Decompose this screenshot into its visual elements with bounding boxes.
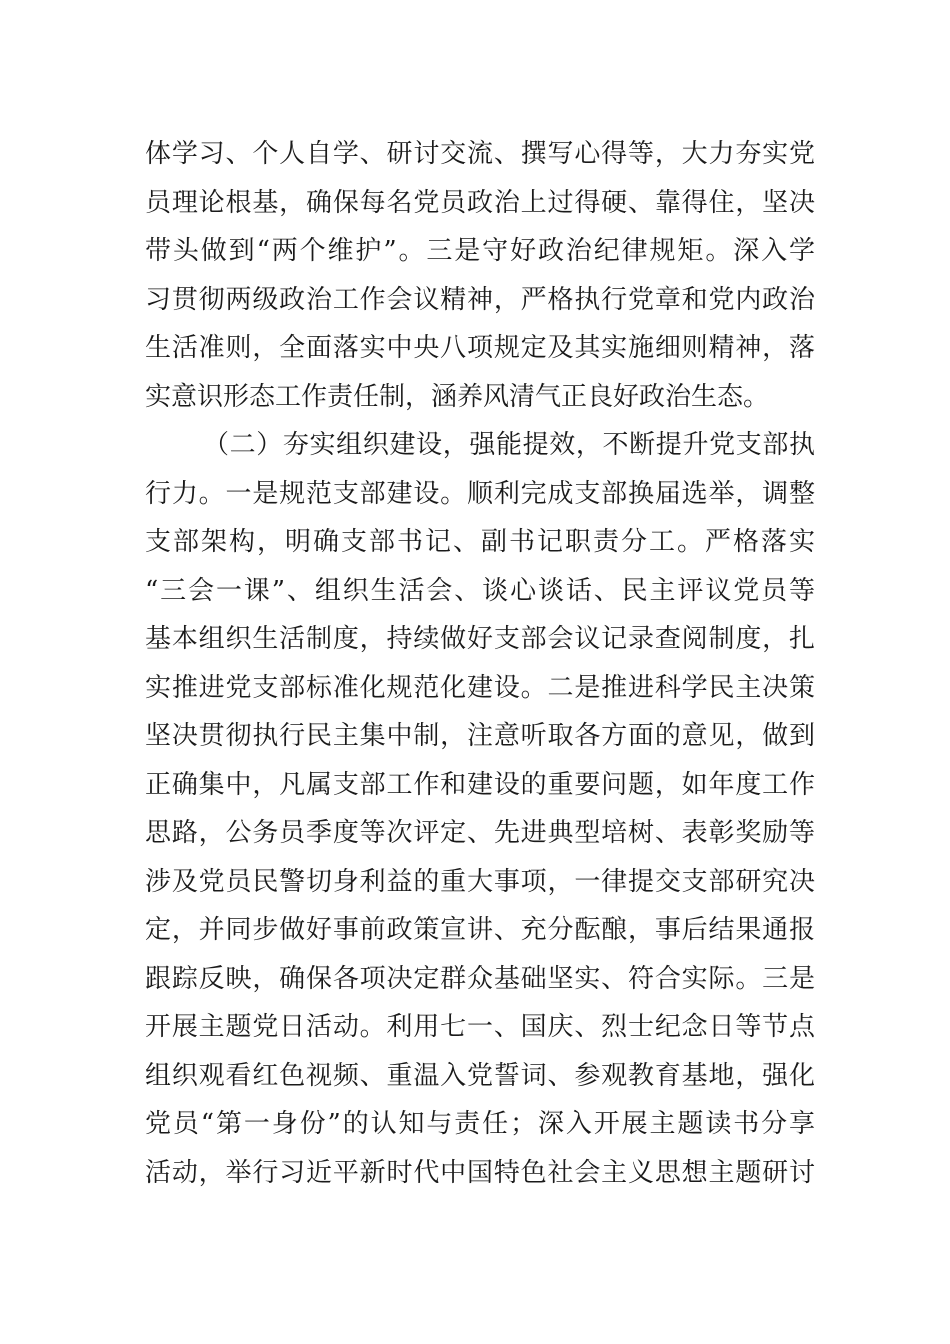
document-body	[145, 130, 815, 1197]
text-line: 支部架构，明确支部书记、副书记职责分工。严格落实	[145, 527, 815, 557]
text-line: 定，并同步做好事前政策宣讲、充分酝酿，事后结果通报	[145, 915, 815, 945]
text-line: 行力。一是规范支部建设。顺利完成支部换届选举，调整	[145, 478, 815, 509]
text-line: 跟踪反映，确保各项决定群众基础坚实、符合实际。三是	[145, 963, 815, 994]
text-line: 坚决贯彻执行民主集中制，注意听取各方面的意见，做到	[145, 721, 815, 751]
text-line: 思路，公务员季度等次评定、先进典型培树、表彰奖励等	[145, 818, 815, 848]
text-line: 习贯彻两级政治工作会议精神，严格执行党章和党内政治	[145, 284, 815, 315]
text-line: 带头做到“两个维护”。三是守好政治纪律规矩。深入学	[145, 236, 815, 266]
text-line: 活动，举行习近平新时代中国特色社会主义思想主题研讨	[145, 1157, 815, 1188]
text-line: “三会一课”、组织生活会、谈心谈话、民主评议党员等	[145, 575, 815, 606]
text-line: 正确集中，凡属支部工作和建设的重要问题，如年度工作	[145, 769, 815, 800]
text-line: 体学习、个人自学、研讨交流、撰写心得等，大力夯实党	[145, 139, 815, 169]
text-line: 涉及党员民警切身利益的重大事项，一律提交支部研究决	[145, 866, 815, 897]
text-line: 组织观看红色视频、重温入党誓词、参观教育基地，强化	[145, 1060, 815, 1091]
text-line: 员理论根基，确保每名党员政治上过得硬、靠得住，坚决	[145, 187, 815, 218]
text-line: 实意识形态工作责任制，涵养风清气正良好政治生态。	[145, 381, 770, 412]
text-line: 党员“第一身份”的认知与责任；深入开展主题读书分享	[145, 1109, 815, 1139]
section-heading-line: （二）夯实组织建设，强能提效，不断提升党支部执	[203, 430, 815, 460]
text-line: 基本组织生活制度，持续做好支部会议记录查阅制度，扎	[145, 624, 815, 654]
text-line: 实推进党支部标准化规范化建设。二是推进科学民主决策	[145, 672, 815, 703]
text-line: 开展主题党日活动。利用七一、国庆、烈士纪念日等节点	[145, 1012, 815, 1042]
text-line: 生活准则，全面落实中央八项规定及其实施细则精神，落	[145, 333, 815, 363]
